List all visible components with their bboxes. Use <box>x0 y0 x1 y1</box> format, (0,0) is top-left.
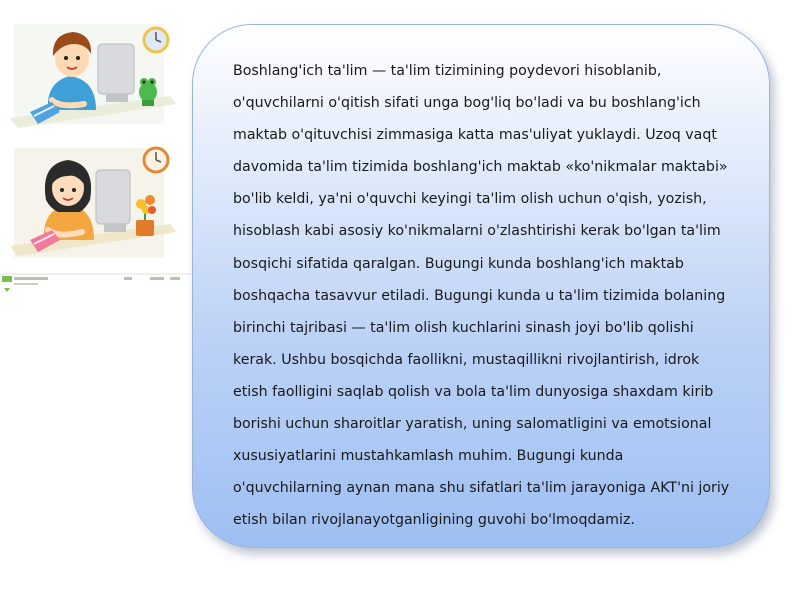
body-paragraph: Boshlang'ich ta'lim — ta'lim tizimining poydevori hisoblanib, o'quvchilarni o'qitish sifati unga bog'liq bo'ladi va bu boshlang'ich maktab o'qituvchisi zimmasiga katta mas'uliyat yuklaydi. Uzoq vaqt davomida ta'lim tizimida boshlang'ich maktab «ko'nikmalar maktabi» bo'lib keldi, ya'ni o'quvchi keyingi ta'lim olish uchun o'qish, yozish, hisoblash kabi asosiy ko'nikmalarni o'zlashtirishi kerak bo'lgan ta'lim bosqichi sifatida qaralgan. Bugungi kunda boshlang'ich maktab boshqacha tasavvur etiladi. Bugungi kunda u ta'lim tizimida bolaning birinchi tajribasi — ta'lim olish kuchlarini sinash joyi bo'lib qolishi kerak. Ushbu bosqichda faollikni, mustaqillikni rivojlantirish, idrok etish faolligini saqlab qolish va bola ta'lim dunyosiga shaxdam kirib borishi uchun sharoitlar yaratish, uning salomatligini va emotsional xususiyatlarini mustahkamlash muhim. Bugungi kunda o'quvchilarning aynan mana shu sifatlari ta'lim jarayoniga AKT'ni joriy etish bilan rivojlanayotganligining guvohi bo'lmoqdamiz. <box>233 63 730 529</box>
clock-icon <box>144 148 168 172</box>
footer-strip <box>0 274 200 292</box>
clock-icon <box>144 28 168 52</box>
children-at-computers-illustration <box>0 0 200 300</box>
text-box <box>192 24 770 548</box>
